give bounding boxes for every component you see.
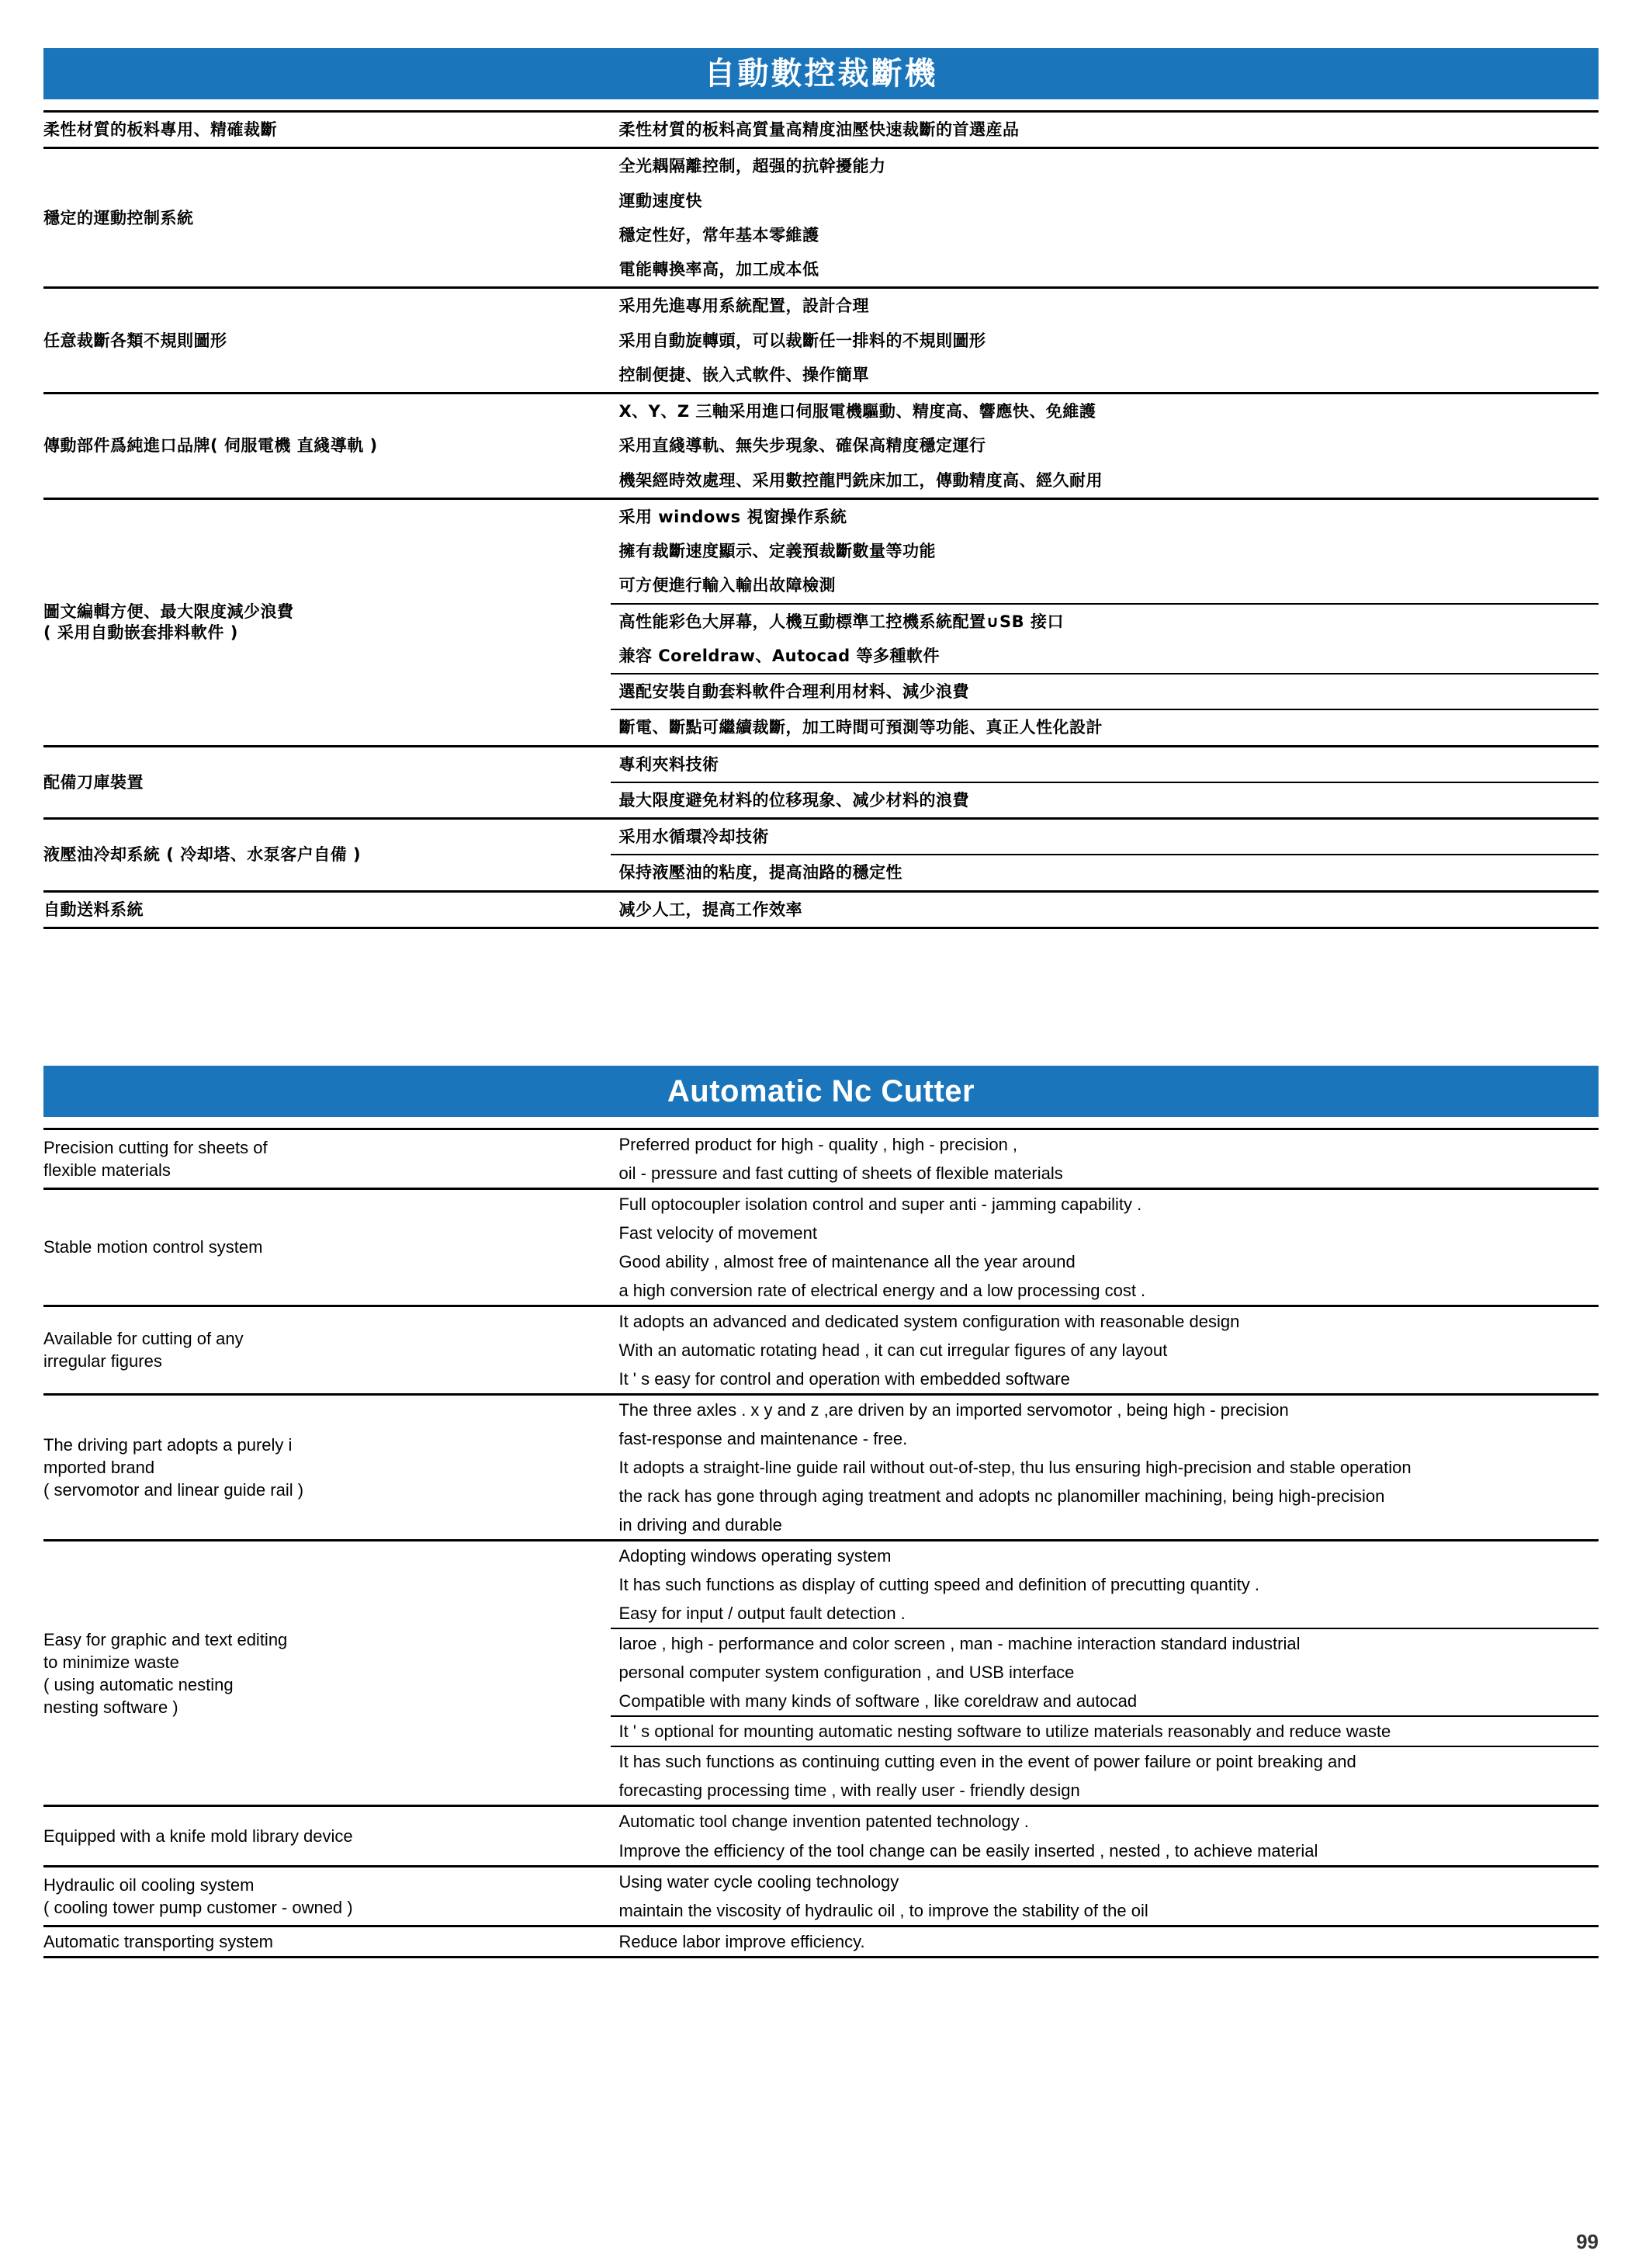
top-spacer (43, 0, 1599, 48)
spec-value-line: 兼容 Coreldraw、Autocad 等多種軟件 (618, 646, 940, 665)
spec-row-label-line: ( cooling tower pump customer - owned ) (43, 1897, 353, 1917)
spec-row-values (611, 394, 1599, 499)
spec-value-group (611, 1927, 1599, 1956)
spec-row-label (43, 288, 611, 394)
spec-value-line: 减少人工，提高工作效率 (618, 900, 802, 919)
spec-row-values (611, 148, 1599, 288)
spec-row-values (611, 819, 1599, 892)
spec-value-line: The three axles . x y and z ,are driven by an imported servomotor , being high - precision (618, 1400, 1289, 1420)
spec-row (43, 112, 1599, 148)
banner-title-chinese: 自動數控裁斷機 (704, 56, 938, 92)
spec-value-group (611, 1867, 1599, 1925)
spec-value-line: Compatible with many kinds of software , like coreldraw and autocad (618, 1691, 1138, 1711)
spec-row-values (611, 1129, 1599, 1188)
spec-row-label-line: 柔性材質的板料專用、精確裁斷 (43, 120, 277, 139)
spec-value-group (611, 1307, 1599, 1393)
spec-row-label-line: ( 采用自動嵌套排料軟件 ) (43, 622, 238, 642)
section-english (43, 1066, 1599, 1958)
section-gap (43, 929, 1599, 1066)
spec-value-line: It adopts an advanced and dedicated system configuration with reasonable design (618, 1311, 1240, 1331)
spec-row (43, 1129, 1599, 1188)
spec-row-label (43, 1541, 611, 1806)
spec-value-line: 采用水循環冷却技術 (618, 827, 769, 846)
spec-value-line: laroe , high - performance and color screen , man - machine interaction standard industrial (618, 1634, 1301, 1654)
banner-spacer-english (43, 1117, 1599, 1128)
spec-row (43, 1926, 1599, 1957)
spec-value-line: Full optocoupler isolation control and super anti - jamming capability . (618, 1194, 1142, 1214)
spec-value-group (611, 1717, 1599, 1747)
spec-value-line: Easy for input / output fault detection . (618, 1604, 906, 1624)
spec-table-english (43, 1128, 1599, 1958)
spec-row-values (611, 1866, 1599, 1926)
spec-value-group (611, 783, 1599, 817)
spec-row-label-line: mported brand (43, 1458, 155, 1478)
spec-row (43, 288, 1599, 394)
spec-value-line: the rack has gone through aging treatment and adopts nc planomiller machining, being high-precision (618, 1486, 1385, 1507)
spec-row-values (611, 288, 1599, 394)
spec-row-label (43, 394, 611, 499)
spec-value-line: forecasting processing time , with really user - friendly design (618, 1781, 1080, 1801)
spec-value-group (611, 1747, 1599, 1805)
banner-spacer-chinese (43, 99, 1599, 110)
spec-row-label (43, 1395, 611, 1541)
spec-row-label-line: to minimize waste (43, 1652, 179, 1672)
spec-row (43, 1541, 1599, 1806)
spec-row (43, 1806, 1599, 1866)
spec-value-line: 高性能彩色大屏幕，人機互動標準工控機系統配置∪SB 接口 (618, 612, 1064, 631)
section-chinese (43, 48, 1599, 929)
spec-row-label (43, 1926, 611, 1957)
spec-table-chinese (43, 110, 1599, 929)
spec-value-group (611, 747, 1599, 783)
spec-value-line: It has such functions as continuing cutting even in the event of power failure or point breaking and (618, 1752, 1356, 1772)
spec-row (43, 498, 1599, 746)
spec-row-label-line: flexible materials (43, 1160, 171, 1180)
spec-row-label-line: ( using automatic nesting (43, 1674, 234, 1694)
spec-row-values (611, 1806, 1599, 1866)
spec-row-values (611, 891, 1599, 928)
spec-row-label-line: Automatic transporting system (43, 1931, 273, 1951)
spec-value-line: Using water cycle cooling technology (618, 1871, 899, 1892)
spec-row-label-line: 自動送料系統 (43, 900, 144, 919)
spec-row (43, 148, 1599, 288)
spec-value-line: 柔性材質的板料高質量高精度油壓快速裁斷的首選産品 (618, 120, 1020, 139)
spec-row-label-line: Equipped with a knife mold library device (43, 1826, 353, 1846)
spec-value-line: 采用 windows 視窗操作系統 (618, 507, 847, 526)
section-banner-english (43, 1066, 1599, 1117)
spec-value-group (611, 113, 1599, 147)
spec-row-label-line: 圖文編輯方便、最大限度減少浪費 (43, 602, 294, 622)
spec-value-line: 穩定性好，常年基本零維護 (618, 225, 819, 244)
spec-row (43, 1395, 1599, 1541)
spec-value-group (611, 675, 1599, 710)
spec-value-line: 可方便進行輸入輸出故障檢測 (618, 576, 836, 595)
spec-row-label-line: The driving part adopts a purely i (43, 1435, 293, 1455)
spec-value-group (611, 1807, 1599, 1864)
spec-row-label-line: 液壓油冷却系統 ( 冷却塔、水泵客户自備 ) (43, 845, 362, 865)
spec-value-line: X、Y、Z 三軸采用進口伺服電機驅動、精度高、響應快、免維護 (618, 402, 1096, 421)
spec-value-line: 采用直綫導軌、無失步現象、確保高精度穩定運行 (618, 436, 986, 456)
spec-value-line: It has such functions as display of cutting speed and definition of precutting quantity . (618, 1575, 1259, 1595)
spec-row-label (43, 148, 611, 288)
spec-value-line: 控制便捷、嵌入式軟件、操作簡單 (618, 365, 869, 384)
spec-value-line: in driving and durable (618, 1515, 782, 1535)
spec-row-label (43, 1866, 611, 1926)
banner-title-english: Automatic Nc Cutter (667, 1073, 975, 1108)
spec-row (43, 891, 1599, 928)
spec-value-line: fast-response and maintenance - free. (618, 1429, 908, 1449)
spec-value-line: 保持液壓油的粘度，提高油路的穩定性 (618, 863, 902, 883)
spec-row-label-line: Easy for graphic and text editing (43, 1629, 288, 1649)
page-number: 99 (1576, 2230, 1599, 2253)
spec-value-line: It ' s optional for mounting automatic nesting software to utilize materials reasonably and reduce waste (618, 1722, 1391, 1742)
spec-row-label-line: irregular figures (43, 1351, 162, 1372)
spec-value-group (611, 605, 1599, 675)
spec-value-line: oil - pressure and fast cutting of sheets of flexible materials (618, 1163, 1063, 1183)
spec-value-group (611, 289, 1599, 392)
spec-value-line: 擁有裁斷速度顯示、定義預裁斷數量等功能 (618, 542, 936, 560)
spec-row-values (611, 1188, 1599, 1306)
spec-value-group (611, 855, 1599, 890)
spec-row (43, 1306, 1599, 1394)
spec-row-values (611, 498, 1599, 746)
spec-value-group (611, 1130, 1599, 1188)
spec-value-group (611, 500, 1599, 605)
spec-value-group (611, 149, 1599, 286)
spec-value-line: With an automatic rotating head , it can cut irregular figures of any layout (618, 1340, 1168, 1360)
spec-value-line: It ' s easy for control and operation with embedded software (618, 1369, 1070, 1389)
spec-row-label (43, 746, 611, 819)
spec-row-label-line: Available for cutting of any (43, 1329, 244, 1349)
spec-row-label-line: 穩定的運動控制系統 (43, 208, 194, 227)
spec-row-label-line: ( servomotor and linear guide rail ) (43, 1480, 304, 1500)
spec-value-line: maintain the viscosity of hydraulic oil , to improve the stability of the oil (618, 1900, 1148, 1920)
spec-table-body-english (43, 1129, 1599, 1957)
spec-row-label (43, 1188, 611, 1306)
spec-value-line: 機架經時效處理、采用數控龍門銑床加工，傳動精度高、經久耐用 (618, 470, 1103, 490)
spec-value-group (611, 1541, 1599, 1629)
spec-row-values (611, 1395, 1599, 1541)
spec-row-label (43, 1306, 611, 1394)
spec-value-line: 電能轉換率高，加工成本低 (618, 260, 819, 279)
spec-value-line: 選配安裝自動套料軟件合理利用材料、減少浪費 (618, 682, 969, 701)
spec-value-line: Automatic tool change invention patented technology . (618, 1812, 1029, 1832)
spec-row-label-line: nesting software ) (43, 1697, 178, 1717)
spec-row-label-line: 傳動部件爲純進口品牌( 伺服電機 直綫導軌 ) (43, 436, 378, 456)
spec-value-group (611, 893, 1599, 927)
spec-row-label (43, 891, 611, 928)
spec-row (43, 1866, 1599, 1926)
spec-value-group (611, 1629, 1599, 1717)
spec-row-label-line: 配備刀庫裝置 (43, 772, 144, 792)
spec-value-group (611, 394, 1599, 498)
spec-value-line: Reduce labor improve efficiency. (618, 1931, 865, 1951)
spec-value-line: Good ability , almost free of maintenance all the year around (618, 1251, 1076, 1271)
spec-row-label-line: 任意裁斷各類不規則圖形 (43, 331, 227, 350)
spec-value-line: 運動速度快 (618, 191, 702, 210)
spec-row-values (611, 1306, 1599, 1394)
spec-row (43, 1188, 1599, 1306)
spec-row-values (611, 746, 1599, 819)
spec-value-line: It adopts a straight-line guide rail without out-of-step, thu lus ensuring high-precision and stable operation (618, 1458, 1412, 1478)
spec-row-label-line: Hydraulic oil cooling system (43, 1874, 255, 1895)
spec-row-label (43, 819, 611, 892)
spec-value-line: 專利夾料技術 (618, 754, 719, 774)
spec-row-values (611, 1926, 1599, 1957)
spec-table-body-chinese (43, 112, 1599, 928)
spec-value-line: 全光耦隔離控制，超强的抗幹擾能力 (618, 157, 886, 176)
spec-row-label (43, 1806, 611, 1866)
spec-row-values (611, 112, 1599, 148)
spec-row-label-line: Precision cutting for sheets of (43, 1137, 268, 1157)
spec-value-group (611, 1190, 1599, 1305)
spec-row-label (43, 498, 611, 746)
spec-row-values (611, 1541, 1599, 1806)
spec-value-line: 斷電、斷點可繼續裁斷，加工時間可預測等功能、真正人性化設計 (618, 718, 1103, 737)
spec-row-label-line: Stable motion control system (43, 1237, 263, 1257)
spec-value-line: 采用自動旋轉頭，可以裁斷任一排料的不規則圖形 (618, 331, 986, 350)
spec-value-line: Improve the efficiency of the tool change can be easily inserted , nested , to achieve material (618, 1840, 1318, 1861)
spec-row-label (43, 1129, 611, 1188)
spec-value-group (611, 710, 1599, 744)
spec-value-line: personal computer system configuration , and USB interface (618, 1663, 1075, 1683)
spec-row (43, 819, 1599, 892)
spec-value-line: a high conversion rate of electrical energy and a low processing cost . (618, 1280, 1146, 1300)
spec-value-line: 最大限度避免材料的位移現象、减少材料的浪費 (618, 790, 969, 810)
spec-value-line: Fast velocity of movement (618, 1222, 817, 1243)
spec-value-group (611, 1396, 1599, 1539)
spec-row (43, 746, 1599, 819)
spec-value-line: Adopting windows operating system (618, 1546, 892, 1566)
spec-row (43, 394, 1599, 499)
spec-value-line: Preferred product for high - quality , high - precision , (618, 1134, 1018, 1154)
spec-value-group (611, 820, 1599, 855)
spec-value-line: 采用先進專用系統配置，設計合理 (618, 297, 869, 316)
spec-row-label (43, 112, 611, 148)
section-banner-chinese (43, 48, 1599, 99)
